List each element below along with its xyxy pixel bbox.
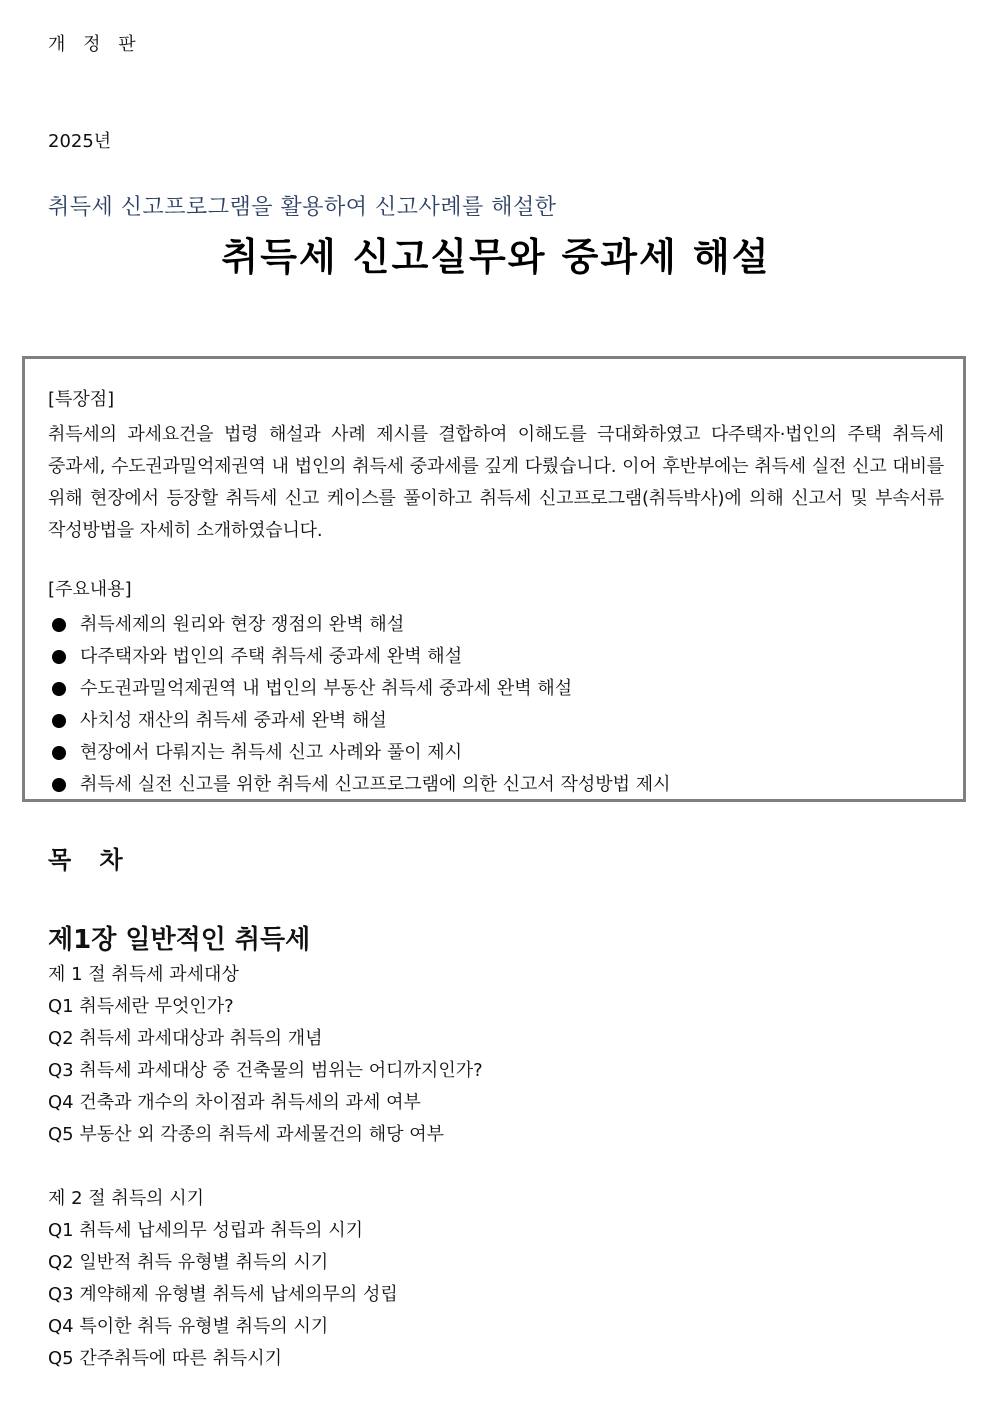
list-item [48, 673, 944, 705]
list-item [48, 705, 944, 737]
bullet-icon [52, 618, 66, 632]
summary-box [22, 356, 966, 802]
toc-list [48, 959, 948, 1375]
toc-item: Q2 취득세 과세대상과 취득의 개념 [48, 1028, 323, 1049]
features-heading: [특장점] [48, 389, 115, 410]
contents-heading: [주요내용] [48, 579, 132, 600]
edition-label: 개 정 판 [48, 34, 142, 55]
toc-item: Q5 간주취득에 따른 취득시기 [48, 1348, 283, 1369]
toc-item: Q3 취득세 과세대상 중 건축물의 범위는 어디까지인가? [48, 1060, 483, 1081]
bullet-icon [52, 746, 66, 760]
toc-item: Q1 취득세란 무엇인가? [48, 996, 234, 1017]
list-item-text: 취득세 실전 신고를 위한 취득세 신고프로그램에 의한 신고서 작성방법 제시 [80, 774, 671, 795]
toc-item: Q3 계약해제 유형별 취득세 납세의무의 성립 [48, 1284, 398, 1305]
toc-item: Q2 일반적 취득 유형별 취득의 시기 [48, 1252, 329, 1273]
book-subtitle: 취득세 신고프로그램을 활용하여 신고사례를 해설한 [48, 195, 557, 220]
contents-list [48, 609, 944, 801]
toc-item: Q5 부동산 외 각종의 취득세 과세물건의 해당 여부 [48, 1124, 445, 1145]
toc-heading: 목 차 [48, 846, 133, 874]
toc-item: Q4 건축과 개수의 차이점과 취득세의 과세 여부 [48, 1092, 421, 1113]
toc-item: Q1 취득세 납세의무 성립과 취득의 시기 [48, 1220, 364, 1241]
bullet-icon [52, 650, 66, 664]
list-item-text: 취득세제의 원리와 현장 쟁점의 완벽 해설 [80, 614, 405, 635]
list-item-text: 사치성 재산의 취득세 중과세 완벽 해설 [80, 710, 387, 731]
bullet-icon [52, 714, 66, 728]
list-item-text: 수도권과밀억제권역 내 법인의 부동산 취득세 중과세 완벽 해설 [80, 678, 573, 699]
bullet-icon [52, 682, 66, 696]
list-item-text: 다주택자와 법인의 주택 취득세 중과세 완벽 해설 [80, 646, 463, 667]
list-item [48, 769, 944, 801]
bullet-icon [52, 778, 66, 792]
list-item-text: 현장에서 다뤄지는 취득세 신고 사례와 풀이 제시 [80, 742, 463, 763]
list-item [48, 737, 944, 769]
book-title: 취득세 신고실무와 중과세 해설 [221, 235, 771, 279]
features-paragraph: 취득세의 과세요건을 법령 해설과 사례 제시를 결합하여 이해도를 극대화하였고 다주택자·법인의 주택 취득세 중과세, 수도권과밀억제권역 내 법인의 취득세 중과세를 깊게 다뤘습니다. 이어 후반부에는 취득세 실전 신고 대비를 위해 현장에서 등장할 취득세 신고 케이스를 풀이하고 취득세 신고프로그램(취득박사)에 의해 신고서 및 부속서류 작성방법을 자세히 소개하였습니다. [48, 424, 945, 541]
year-label: 2025년 [48, 131, 112, 152]
section-title: 제 2 절 취득의 시기 [48, 1188, 205, 1209]
chapter-title: 제1장 일반적인 취득세 [48, 925, 311, 955]
section-title: 제 1 절 취득세 과세대상 [48, 964, 239, 985]
toc-item: Q4 특이한 취득 유형별 취득의 시기 [48, 1316, 329, 1337]
list-item [48, 609, 944, 641]
list-item [48, 641, 944, 673]
